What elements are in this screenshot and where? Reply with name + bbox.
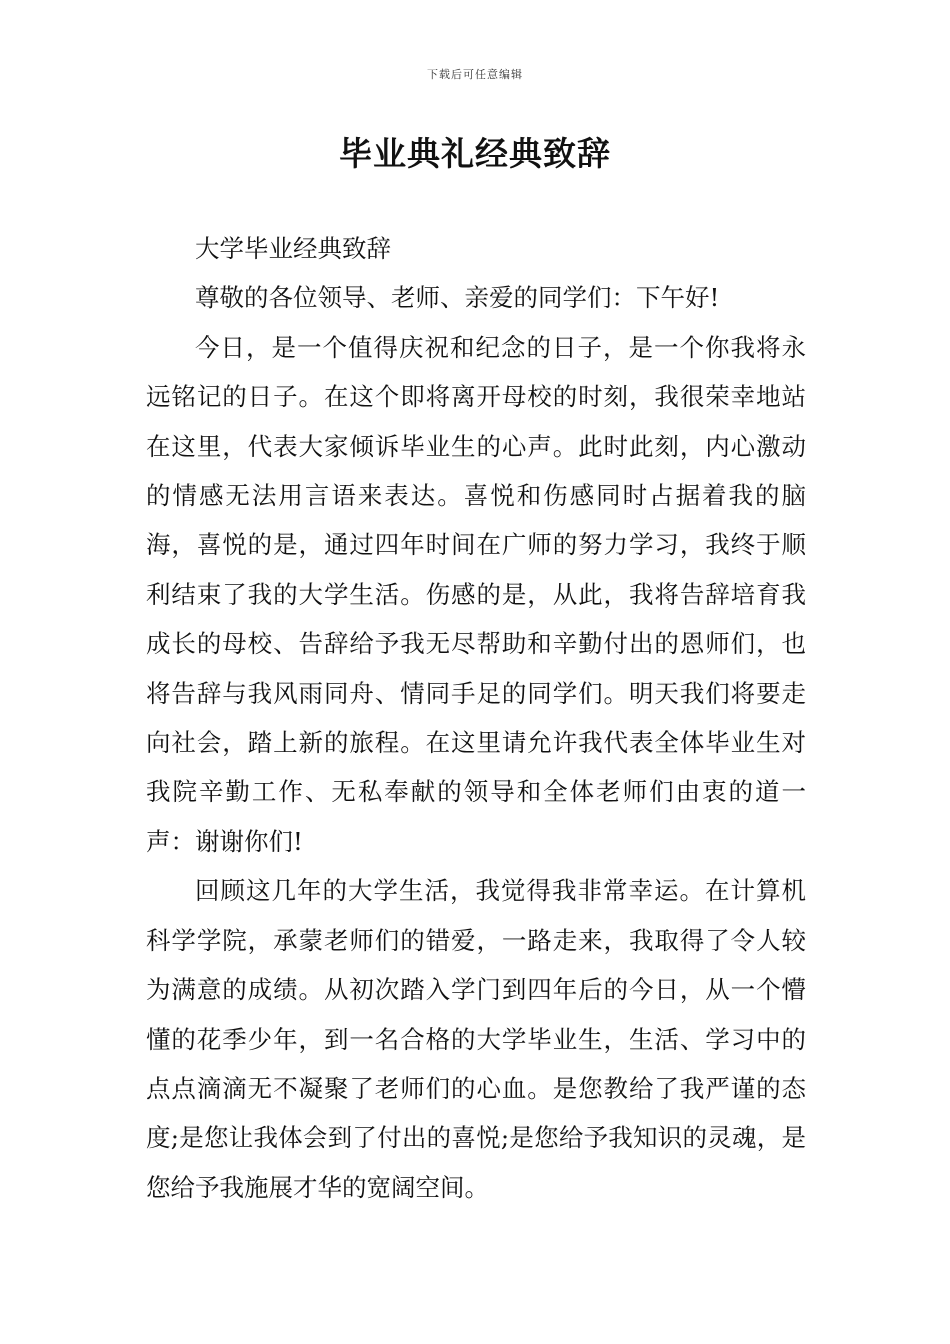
document-title: 毕业典礼经典致辞 xyxy=(339,134,611,173)
paragraph-body: 回顾这几年的大学生活，我觉得我非常幸运。在计算机科学学院，承蒙老师们的错爱，一路走来，我取得了令人较为满意的成绩。从初次踏入学门到四年后的今日，从一个懵懂的花季少年，到一名合格的大学毕业生，生活、学习中的点点滴滴无不凝聚了老师们的心血。是您教给了我严谨的态度;是您让我体会到了付出的喜悦;是您给予我知识的灵魂，是您给予我施展才华的宽阔空间。 xyxy=(146,876,806,1202)
header-note: 下载后可任意编辑 xyxy=(427,68,523,81)
paragraph-body: 今日，是一个值得庆祝和纪念的日子，是一个你我将永远铭记的日子。在这个即将离开母校的时刻，我很荣幸地站在这里，代表大家倾诉毕业生的心声。此时此刻，内心激动的情感无法用言语来表达。喜悦和伤感同时占据着我的脑海，喜悦的是，通过四年时间在广师的努力学习，我终于顺利结束了我的大学生活。伤感的是，从此，我将告辞培育我成长的母校、告辞给予我无尽帮助和辛勤付出的恩师们，也将告辞与我风雨同舟、情同手足的同学们。明天我们将要走向社会，踏上新的旅程。在这里请允许我代表全体毕业生对我院辛勤工作、无私奉献的领导和全体老师们由衷的道一声：谢谢你们! xyxy=(146,332,806,856)
document-body xyxy=(146,224,806,1212)
paragraph-subtitle: 大学毕业经典致辞 xyxy=(195,234,391,263)
paragraph-greeting: 尊敬的各位领导、老师、亲爱的同学们：下午好! xyxy=(195,283,720,313)
